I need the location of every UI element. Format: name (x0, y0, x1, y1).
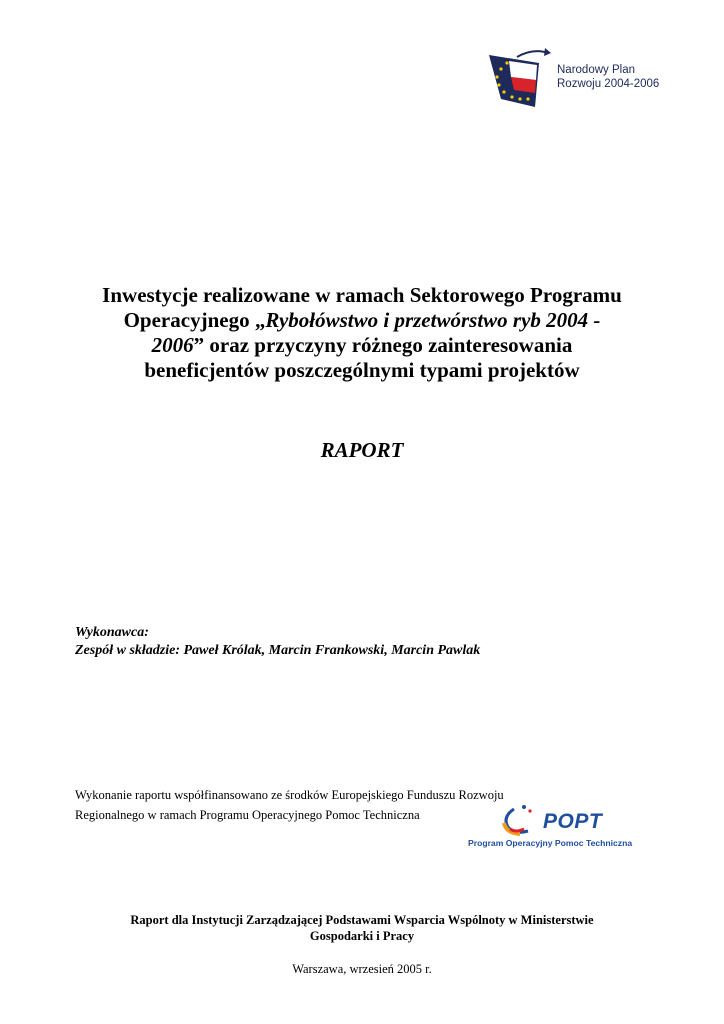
report-recipient-line-1: Raport dla Instytucji Zarządzającej Podstawami Wsparcia Wspólnoty w Ministerstwie (130, 913, 594, 927)
title-line-2 (60, 308, 664, 333)
title-program-name: Rybołówstwo i przetwórstwo ryb 2004 - (265, 308, 601, 332)
title-line-3-rest: ” oraz przyczyny różnego zainteresowania (193, 333, 573, 357)
funding-line-1: Wykonanie raportu współfinansowano ze środków Europejskiego Funduszu Rozwoju (75, 788, 504, 802)
npr-logo (487, 47, 672, 109)
title-line-1 (60, 283, 664, 308)
npr-emblem-icon (487, 47, 557, 109)
popt-logo-name: POPT (543, 810, 603, 833)
popt-logo-subtitle: Program Operacyjny Pomoc Techniczna (468, 838, 633, 848)
document-type: RAPORT (320, 438, 404, 462)
npr-logo-line2: Rozwoju 2004-2006 (557, 78, 660, 90)
title-program-year: 2006 (151, 333, 194, 357)
report-recipient (60, 912, 664, 944)
npr-logo-text (557, 63, 659, 91)
contractor-team: Zespół w składzie: Paweł Królak, Marcin Frankowski, Marcin Pawlak (75, 643, 481, 658)
title-line-3 (60, 333, 664, 358)
report-recipient-line-2: Gospodarki i Pracy (309, 929, 415, 943)
place-and-date: Warszawa, wrzesień 2005 r. (292, 962, 432, 976)
title-line-1-text: Inwestycje realizowane w ramach Sektorowego Programu (102, 283, 622, 307)
title-line-4-text: beneficjentów poszczególnymi typami projektów (144, 358, 580, 382)
npr-logo-line1: Narodowy Plan (557, 64, 635, 76)
popt-logo (466, 803, 641, 851)
funding-line-2: Regionalnego w ramach Programu Operacyjnego Pomoc Techniczna (75, 808, 420, 822)
document-title (60, 283, 664, 383)
title-line-2-prefix: Operacyjnego „ (123, 308, 266, 332)
title-line-4 (60, 358, 664, 383)
contractor-block (75, 624, 480, 660)
contractor-label: Wykonawca: (75, 625, 149, 640)
